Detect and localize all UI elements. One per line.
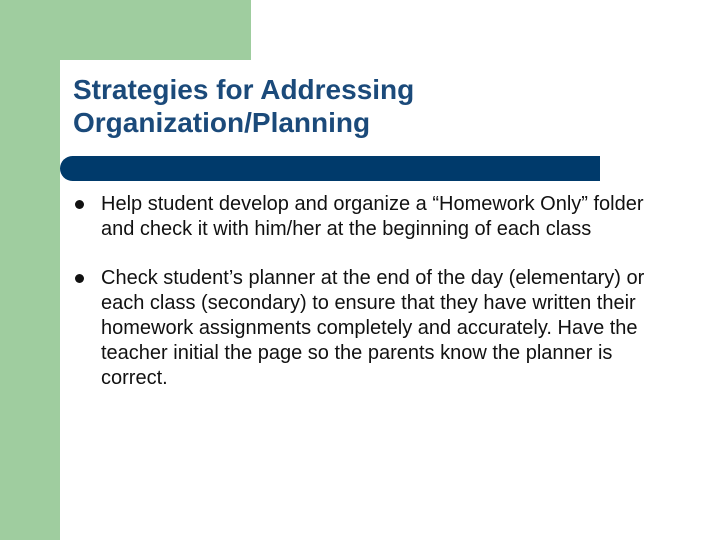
bullet-item [73, 192, 673, 242]
bullet-item [73, 266, 673, 391]
bullet-text: Check student’s planner at the end of the day (elementary) or each class (secondary) to ensure that they have written their homework assignments completely and accurately. Have the teacher initial the page so the parents know the planner is correct. [101, 267, 645, 389]
bullet-dot-icon [75, 200, 84, 209]
title-divider-bar [60, 156, 600, 181]
bullet-dot-icon [75, 274, 84, 283]
green-accent-left [0, 0, 60, 540]
green-accent-top [0, 0, 251, 60]
bullet-list [73, 192, 673, 415]
bullet-text: Help student develop and organize a “Homework Only” folder and check it with him/her at the beginning of each class [101, 193, 644, 240]
slide-title: Strategies for Addressing Organization/Planning [73, 74, 415, 138]
